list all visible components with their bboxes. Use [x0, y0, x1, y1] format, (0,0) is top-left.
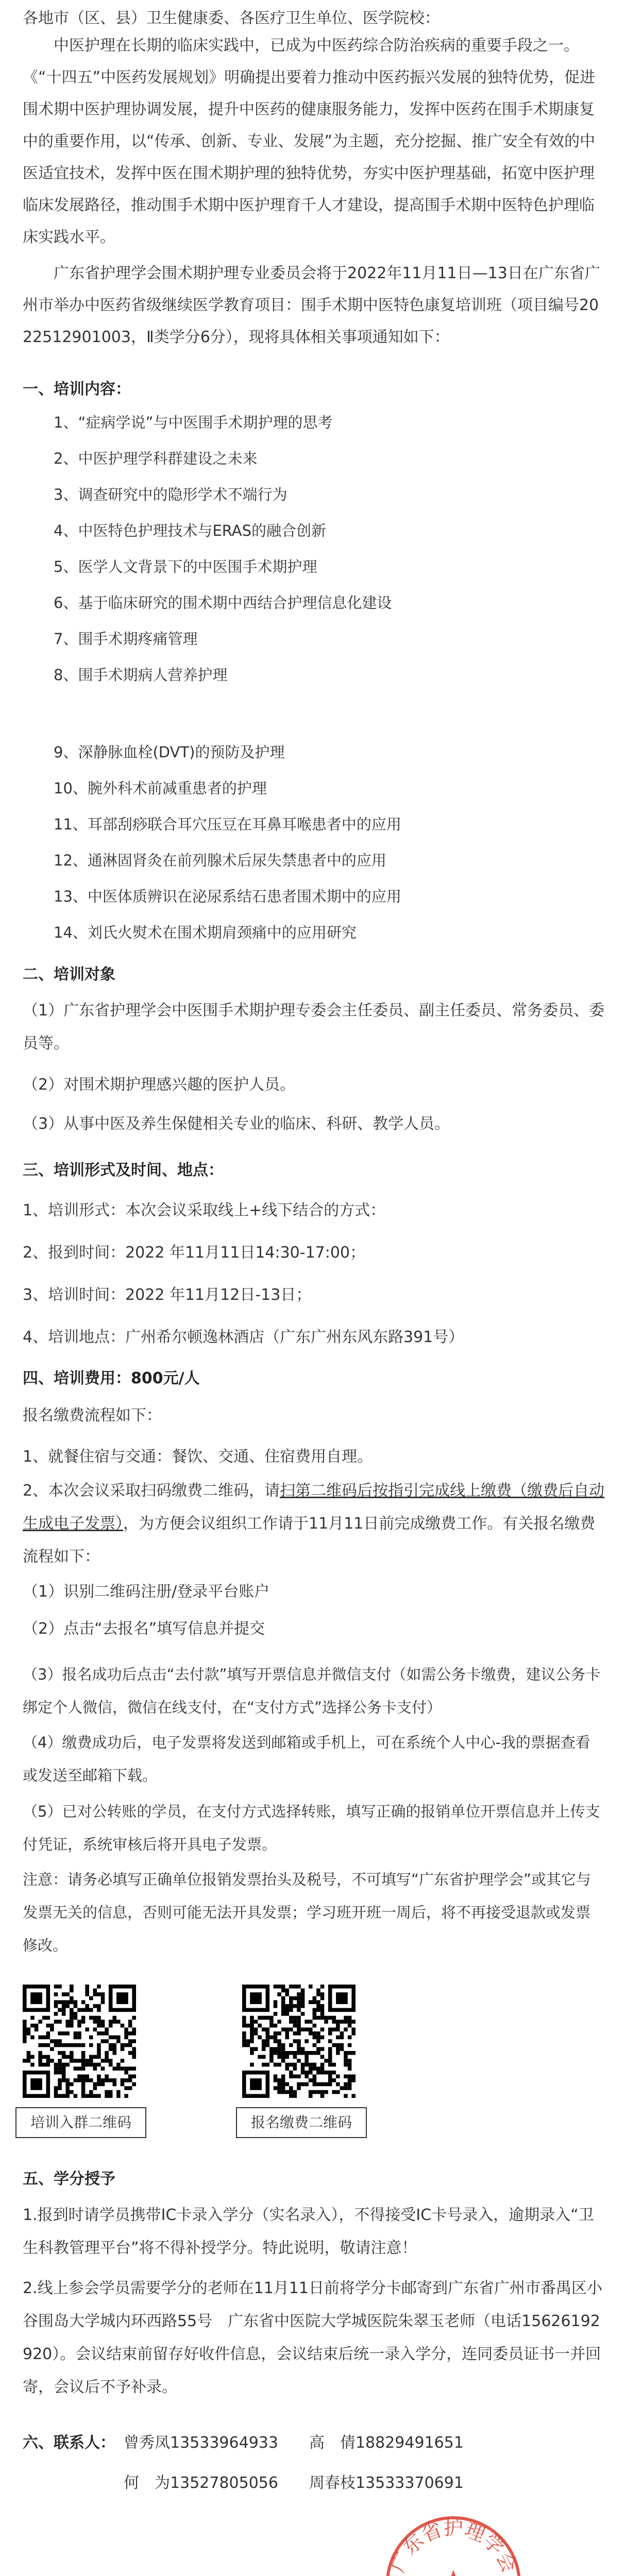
payment-instruction-link: 扫第二维码后按指引完成线上缴费（缴费后自动生成电子发票）: [23, 1482, 605, 1533]
content-item: 8、围手术期病人营养护理: [54, 666, 228, 684]
content-item: 9、深静脉血栓(DVT)的预防及护理: [54, 743, 285, 761]
payment-qr-code[interactable]: [242, 1985, 356, 2098]
target-item: （1）广东省护理学会中医围手术期护理专委会主任委员、副主任委员、常务委员、委员等。: [23, 1002, 605, 1053]
content-item: 1、“症病学说”与中医围手术期护理的思考: [54, 414, 333, 431]
section2-title: 二、培训对象: [23, 965, 115, 984]
content-item: 6、基于临床研究的围术期中西结合护理信息化建设: [54, 594, 392, 612]
svg-text:广东省护理学会: 广东省护理学会: [386, 2517, 521, 2576]
section3-title: 三、培训形式及时间、地点：: [23, 1161, 224, 1179]
section5-title: 五、学分授予: [23, 2170, 115, 2188]
format-item: 1、培训形式：本次会议采取线上+线下结合的方式：: [23, 1201, 386, 1219]
credit-item-1: 1.报到时请学员携带IC卡录入学分（实名录入），不得接受IC卡号录入，逾期录入“卫生科教管理平台”将不得补授学分。特此说明，敬请注意！: [23, 2206, 594, 2257]
flow-step-2: （2）点击“去报名”填写信息并提交: [23, 1620, 265, 1638]
flow-step-4: （4）缴费成功后，电子发票将发送到邮箱或手机上，可在系统个人中心-我的票据查看或发送至邮箱下载。: [23, 1734, 590, 1784]
content-item: 4、中医特色护理技术与ERAS的融合创新: [54, 522, 326, 539]
payment-qr-caption: 报名缴费二维码: [236, 2107, 367, 2138]
section6-title: 六、联系人：: [23, 2434, 115, 2452]
content-item: 5、医学人文背景下的中医围手术期护理: [54, 558, 317, 575]
group-qr-caption: 培训入群二维码: [15, 2107, 146, 2138]
official-seal: [379, 2509, 528, 2576]
contact-line: 何 为13527805056 周春枝13533370691: [124, 2474, 464, 2492]
section1-title: 一、培训内容：: [23, 380, 131, 398]
intro-paragraph-2: 广东省护理学会围术期护理专业委员会将于2022年11月11日—13日在广东省广州市举办中医药省级继续医学教育项目：围手术期中医特色康复培训班（项目编号2022512901003，Ⅱ类学分6分），现将具体相关事项通知如下：: [23, 264, 600, 346]
content-item: 3、调查研究中的隐形学术不端行为: [54, 486, 287, 503]
flow-step-5: （5）已对公转账的学员，在支付方式选择转账，填写正确的报销单位开票信息并上传支付凭证，系统审核后将开具电子发票。: [23, 1803, 600, 1853]
fee-item-2: 2、本次会议采取扫码缴费二维码，请扫第二维码后按指引完成线上缴费（缴费后自动生成电子发票），为方便会议组织工作请于11月11日前完成缴费工作。有关报名缴费流程如下：: [23, 1482, 605, 1566]
flow-title: 报名缴费流程如下：: [23, 1406, 162, 1425]
content-item: 11、耳部刮痧联合耳穴压豆在耳鼻耳喉患者中的应用: [54, 816, 401, 833]
content-item: 2、中医护理学科群建设之未来: [54, 450, 258, 467]
warning-note: 注意：请务必填写正确单位报销发票抬头及税号，不可填写“广东省护理学会”或其它与发票无关的信息，否则可能无法开具发票；学习班开班一周后，将不再接受退款或发票修改。: [23, 1871, 591, 1954]
content-item: 10、腕外科术前减重患者的护理: [54, 779, 267, 797]
content-item: 12、通淋固肾灸在前列腺术后尿失禁患者中的应用: [54, 852, 386, 869]
fee-item-1: 1、就餐住宿与交通：餐饮、交通、住宿费用自理。: [23, 1448, 373, 1466]
contact-line: 曾秀凤13533964933 高 倩18829491651: [124, 2434, 464, 2452]
flow-step-3: （3）报名成功后点击“去付款”填写开票信息并微信支付（如需公务卡缴费，建议公务卡绑定个人微信，微信在线支付，在“支付方式”选择公务卡支付）: [23, 1666, 601, 1716]
credit-item-2: 2.线上参会学员需要学分的老师在11月11日前将学分卡邮寄到广东省广州市番禺区小谷围岛大学城内环西路55号 广东省中医院大学城医院朱翠玉老师（电话15626192920）。会议结束前留存好收件信息，会议结束后统一录入学分，连同委员证书一并回寄，会议后不予补录。: [23, 2279, 602, 2396]
greeting: 各地市（区、县）卫生健康委、各医疗卫生单位、医学院校：: [23, 9, 440, 27]
target-item: （3）从事中医及养生保健相关专业的临床、科研、教学人员。: [23, 1115, 450, 1133]
content-item: 14、刘氏火熨术在围术期肩颈痛中的应用研究: [54, 924, 357, 941]
format-item: 4、培训地点：广州希尔顿逸林酒店（广东广州东风东路391号）: [23, 1328, 464, 1346]
content-item: 7、围手术期疼痛管理: [54, 630, 198, 648]
content-item: 13、中医体质辨识在泌尿系结石患者围术期中的应用: [54, 888, 401, 905]
group-qr-code[interactable]: [23, 1985, 136, 2098]
flow-step-1: （1）识别二维码注册/登录平台账户: [23, 1583, 270, 1601]
format-item: 3、培训时间：2022 年11月12日-13日；: [23, 1286, 312, 1304]
section4-title: 四、培训费用：800元/人: [23, 1369, 200, 1387]
intro-paragraph-1: 中医护理在长期的临床实践中，已成为中医药综合防治疾病的重要手段之一。《“十四五”中医药发展规划》明确提出要着力推动中医药振兴发展的独特优势，促进围术期中医护理协调发展，提升中医药的健康服务能力，发挥中医药在围手术期康复中的重要作用，以“传承、创新、专业、发展”为主题，充分挖掘、推广安全有效的中医适宜技术，发挥中医在围术期护理的独特优势，夯实中医护理基础，拓宽中医护理临床发展路径，推动围手术期中医护理育千人才建设，提高围手术期中医特色护理临床实践水平。: [23, 37, 596, 246]
target-item: （2）对围术期护理感兴趣的医护人员。: [23, 1076, 296, 1094]
format-item: 2、报到时间：2022 年11月11日14:30-17:00；: [23, 1244, 366, 1262]
